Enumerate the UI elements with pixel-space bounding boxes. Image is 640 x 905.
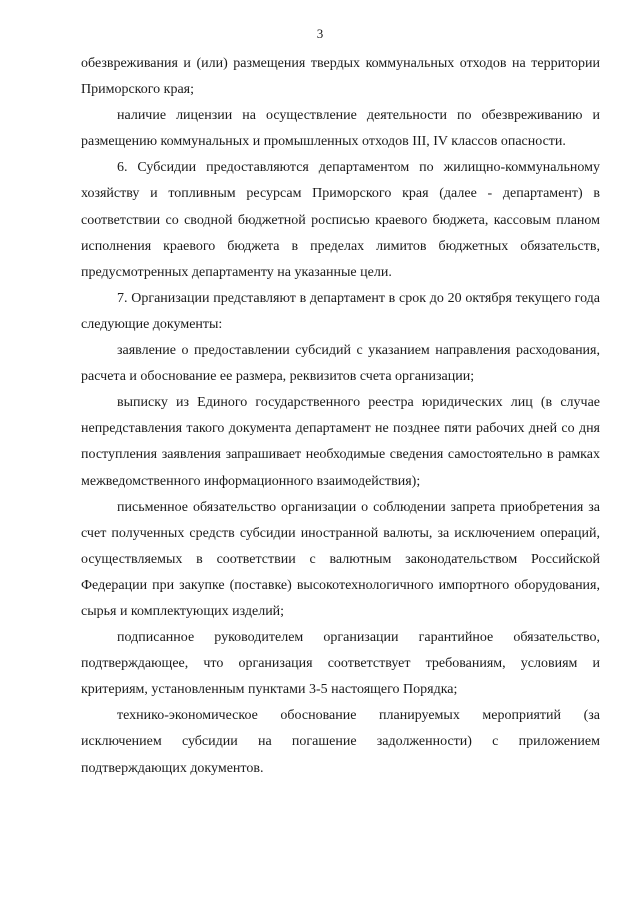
paragraph-clause-7: 7. Организации представляют в департамент в срок до 20 октября текущего года следующие документы: [81,290,600,332]
paragraph-application: заявление о предоставлении субсидий с указанием направления расходования, расчета и обоснование ее размера, реквизитов счета организации; [81,343,600,385]
paragraph-license-requirement: наличие лицензии на осуществление деятельности по обезвреживанию и размещению коммунальных и промышленных отходов III, IV классов опасности. [81,108,600,150]
page-number: 3 [316,26,324,41]
paragraph-currency-obligation: письменное обязательство организации о соблюдении запрета приобретения за счет полученных средств субсидии иностранной валюты, за исключением операций, осуществляемых в соответствии с валютным законодательством Российской Федерации при закупке (поставке) высокотехнологичного импортного оборудования, сырья и комплектующих изделий; [81,499,600,619]
paragraph-guarantee-obligation: подписанное руководителем организации гарантийное обязательство, подтверждающее, что организация соответствует требованиям, условиям и критериям, установленным пунктами 3-5 настоящего Порядка; [81,630,600,698]
paragraph-feasibility-study: технико-экономическое обоснование планируемых мероприятий (за исключением субсидии на погашение задолженности) с приложением подтверждающих документов. [81,708,600,776]
document-body [81,51,600,782]
paragraph-continuation: обезвреживания и (или) размещения твердых коммунальных отходов на территории Приморского края; [81,56,600,98]
paragraph-registry-extract: выписку из Единого государственного реестра юридических лиц (в случае непредставления такого документа департамент не позднее пяти рабочих дней со дня поступления заявления запрашивает необходимые сведения самостоятельно в рамках межведомственного информационного взаимодействия); [81,395,600,489]
paragraph-clause-6: 6. Субсидии предоставляются департаментом по жилищно-коммунальному хозяйству и топливным ресурсам Приморского края (далее - департамент) в соответствии со сводной бюджетной росписью краевого бюджета, кассовым планом исполнения краевого бюджета в пределах лимитов бюджетных обязательств, предусмотренных департаменту на указанные цели. [81,160,600,280]
